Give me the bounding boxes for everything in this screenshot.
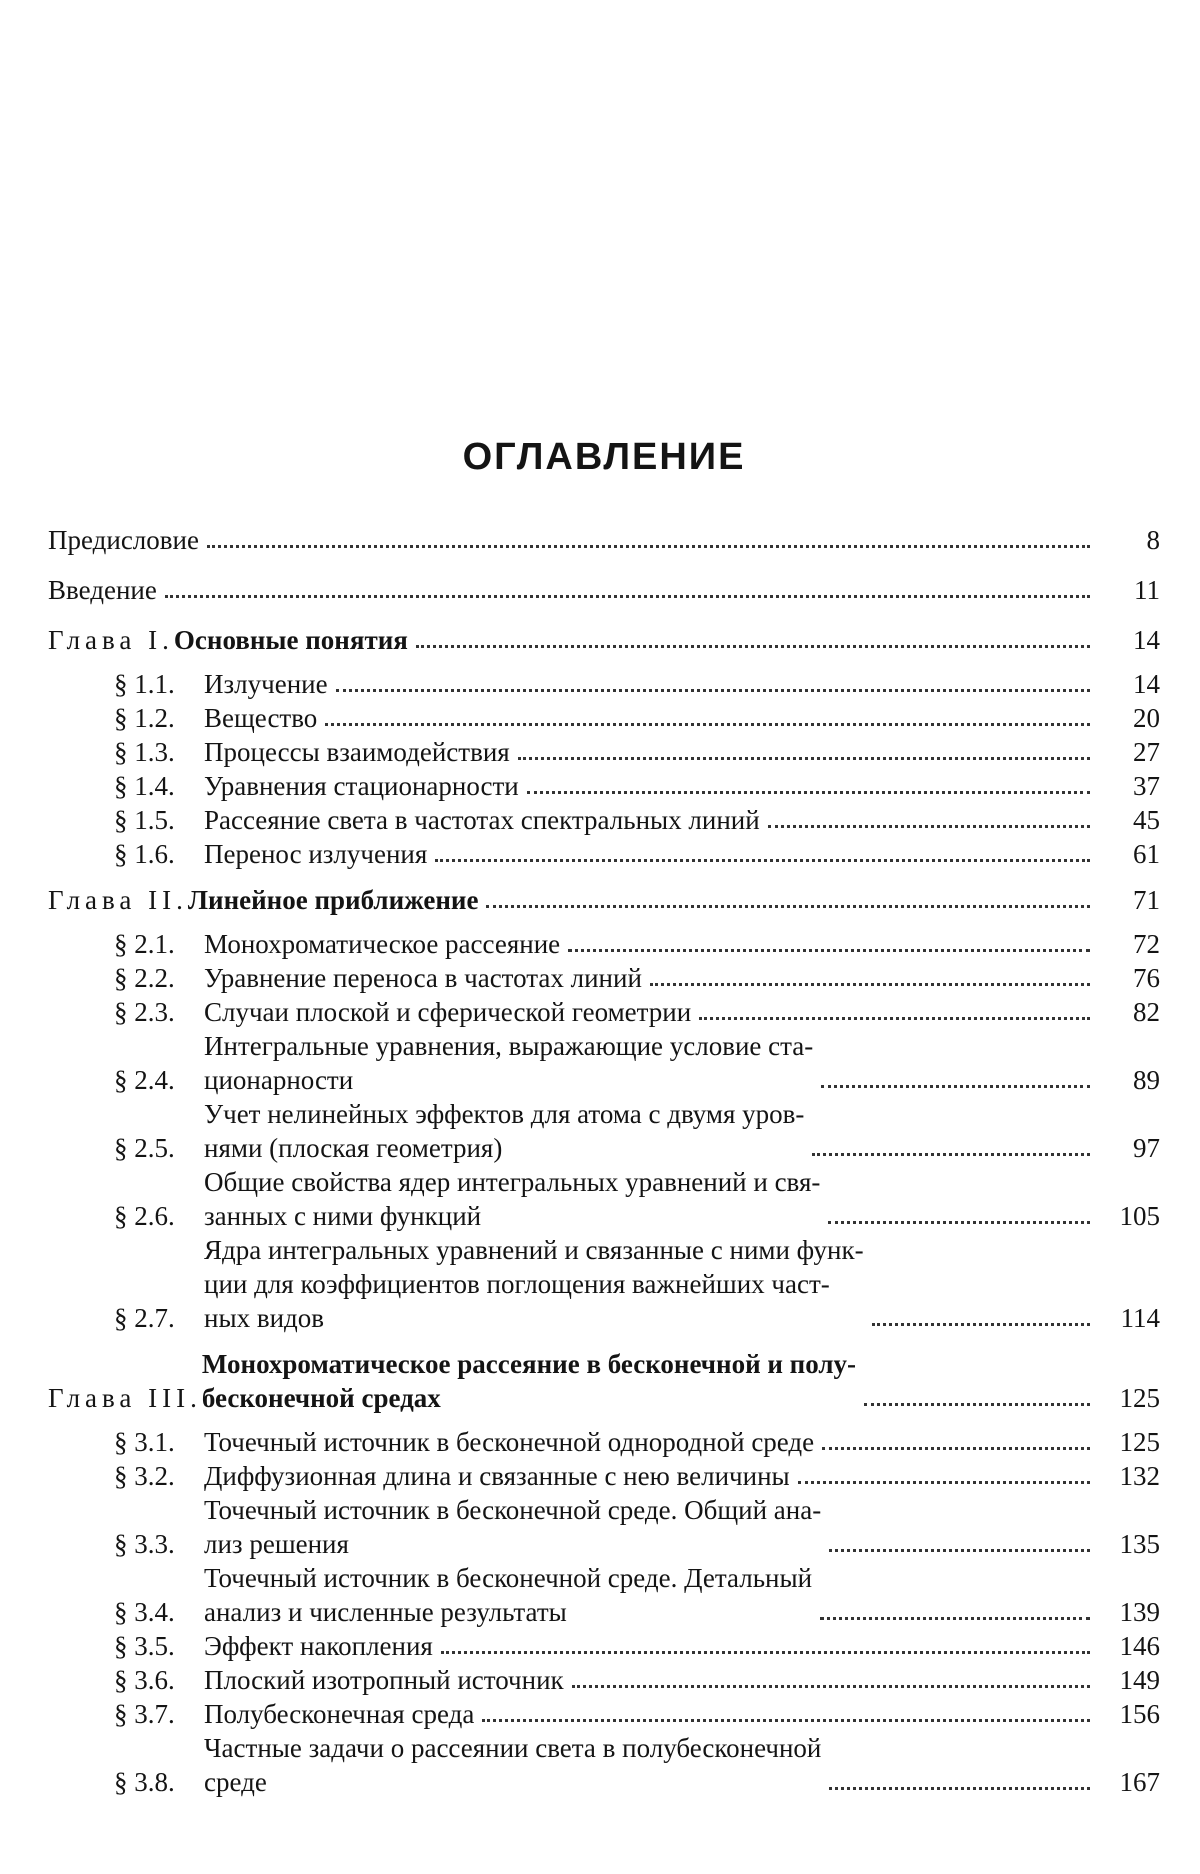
- dot-leader: [336, 689, 1090, 692]
- dot-leader: [812, 1153, 1090, 1156]
- toc-entry: [204, 1425, 1100, 1459]
- toc-chapter-row: [48, 883, 1160, 917]
- toc-entry: [204, 1663, 1100, 1697]
- section-title: Плоский изотропный источник: [204, 1665, 564, 1695]
- chapter-lead: [48, 883, 188, 917]
- toc-section-row: [48, 1731, 1160, 1799]
- toc-page-number: 167: [1119, 1767, 1160, 1797]
- table-of-contents: [48, 523, 1160, 1799]
- dot-leader: [829, 1549, 1090, 1552]
- toc-chapter-row: [48, 623, 1160, 657]
- toc-section-row: [48, 1561, 1160, 1629]
- section-title: Уравнение переноса в частотах линий: [204, 963, 642, 993]
- toc-entry: [204, 1097, 1100, 1165]
- toc-section-row: [48, 701, 1160, 735]
- toc-section-row: [48, 1165, 1160, 1233]
- section-title: Точечный источник в бесконечной среде. Детальный анализ и численные результаты: [204, 1563, 813, 1627]
- dot-leader: [207, 545, 1090, 548]
- toc-section-row: [48, 837, 1160, 871]
- section-title: Монохроматическое рассеяние: [204, 929, 561, 959]
- toc-section-row: [48, 1097, 1160, 1165]
- toc-page-number: 132: [1119, 1461, 1160, 1491]
- chapter-label: Глава II.: [48, 885, 188, 915]
- toc-chapter-entry: [48, 883, 1100, 917]
- toc-entry: [204, 769, 1100, 803]
- chapter-title-wrap: [188, 883, 1100, 917]
- toc-section-row: [48, 927, 1160, 961]
- section-number: § 1.6.: [114, 839, 175, 869]
- section-title: Вещество: [204, 703, 318, 733]
- toc-section-row: [48, 961, 1160, 995]
- section-title: Учет нелинейных эффектов для атома с двумя уров- нями (плоская геометрия): [204, 1099, 805, 1163]
- dot-leader: [325, 723, 1090, 726]
- dot-leader: [435, 859, 1090, 862]
- toc-page-number: 14: [1133, 625, 1160, 655]
- toc-page-number: 8: [1146, 525, 1160, 555]
- dot-leader: [486, 905, 1090, 908]
- dot-leader: [798, 1481, 1090, 1484]
- section-number: § 3.2.: [114, 1461, 175, 1491]
- chapter-label: Глава III.: [48, 1383, 202, 1413]
- section-title: Эффект накопления: [204, 1631, 433, 1661]
- toc-front-row: [48, 523, 1160, 557]
- chapter-label: Глава I.: [48, 625, 174, 655]
- dot-leader: [568, 949, 1090, 952]
- section-title: Излучение: [204, 669, 328, 699]
- toc-page-number: 45: [1133, 805, 1160, 835]
- toc-section-row: [48, 1425, 1160, 1459]
- toc-entry: [204, 995, 1100, 1029]
- toc-page-number: 114: [1120, 1303, 1160, 1333]
- toc-entry: [204, 1731, 1100, 1799]
- section-title: Полубесконечная среда: [204, 1699, 475, 1729]
- dot-leader: [822, 1447, 1090, 1450]
- chapter-title-wrap: [174, 623, 1100, 657]
- toc-page-number: 71: [1133, 885, 1160, 915]
- toc-page-number: 82: [1133, 997, 1160, 1027]
- page-title: ОГЛАВЛЕНИЕ: [462, 436, 746, 478]
- section-number: § 2.3.: [114, 997, 175, 1027]
- toc-entry: [204, 803, 1100, 837]
- toc-entry: [204, 1493, 1100, 1561]
- section-title: Общие свойства ядер интегральных уравнений и свя- занных с ними функций: [204, 1167, 821, 1231]
- dot-leader: [872, 1323, 1090, 1326]
- toc-page-number: 20: [1133, 703, 1160, 733]
- toc-page-number: 27: [1133, 737, 1160, 767]
- dot-leader: [820, 1617, 1090, 1620]
- section-number: § 2.7.: [114, 1303, 175, 1333]
- section-number: § 2.2.: [114, 963, 175, 993]
- section-number: § 1.4.: [114, 771, 175, 801]
- toc-page-number: 105: [1119, 1201, 1160, 1231]
- chapter-title: Основные понятия: [173, 625, 408, 655]
- section-number: § 1.5.: [114, 805, 175, 835]
- dot-leader: [527, 791, 1090, 794]
- toc-page-number: 76: [1133, 963, 1160, 993]
- toc-section-row: [48, 769, 1160, 803]
- toc-section-row: [48, 1029, 1160, 1097]
- section-title: Интегральные уравнения, выражающие условие ста- ционарности: [204, 1031, 814, 1095]
- toc-entry: [204, 1233, 1100, 1335]
- toc-page-number: 37: [1133, 771, 1160, 801]
- toc-section-row: [48, 1459, 1160, 1493]
- dot-leader: [650, 983, 1090, 986]
- toc-front-row: [48, 573, 1160, 607]
- section-number: § 2.6.: [114, 1201, 175, 1231]
- section-title: Частные задачи о рассеянии света в полубесконечной среде: [204, 1733, 822, 1797]
- toc-entry: [204, 927, 1100, 961]
- dot-leader: [165, 595, 1090, 598]
- section-number: § 3.3.: [114, 1529, 175, 1559]
- toc-section-row: [48, 1697, 1160, 1731]
- toc-page-number: 125: [1119, 1427, 1160, 1457]
- section-title: Диффузионная длина и связанные с нею величины: [204, 1461, 790, 1491]
- section-title: Ядра интегральных уравнений и связанные с ними функ- ции для коэффициентов поглощения важнейших част- ных видов: [204, 1235, 864, 1333]
- toc-entry: [204, 1029, 1100, 1097]
- toc-page-number: 149: [1119, 1665, 1160, 1695]
- dot-leader: [828, 1221, 1090, 1224]
- toc-chapter-row: [48, 1347, 1160, 1415]
- toc-page-number: 11: [1134, 575, 1160, 605]
- toc-entry: [204, 1459, 1100, 1493]
- chapter-title: Линейное приближение: [187, 885, 479, 915]
- dot-leader: [441, 1651, 1090, 1654]
- toc-page-number: 97: [1133, 1133, 1160, 1163]
- dot-leader: [768, 825, 1090, 828]
- toc-entry: [204, 1629, 1100, 1663]
- section-title: Процессы взаимодействия: [204, 737, 510, 767]
- toc-page-number: 89: [1133, 1065, 1160, 1095]
- toc-section-row: [48, 1233, 1160, 1335]
- section-number: § 1.1.: [114, 669, 175, 699]
- toc-entry: [204, 1165, 1100, 1233]
- section-title: Перенос излучения: [204, 839, 428, 869]
- section-title: Точечный источник в бесконечной однородной среде: [204, 1427, 815, 1457]
- toc-page-number: 146: [1119, 1631, 1160, 1661]
- toc-section-row: [48, 1493, 1160, 1561]
- toc-entry: [204, 1697, 1100, 1731]
- section-title: Уравнения стационарности: [204, 771, 519, 801]
- section-title: Рассеяние света в частотах спектральных линий: [204, 805, 760, 835]
- toc-page-number: 14: [1133, 669, 1160, 699]
- section-number: § 3.8.: [114, 1767, 175, 1797]
- toc-entry: [204, 701, 1100, 735]
- section-title: Случаи плоской и сферической геометрии: [204, 997, 692, 1027]
- toc-page-number: 139: [1119, 1597, 1160, 1627]
- toc-entry: [204, 667, 1100, 701]
- section-number: § 3.1.: [114, 1427, 175, 1457]
- toc-page-number: 156: [1119, 1699, 1160, 1729]
- section-number: § 2.1.: [114, 929, 175, 959]
- dot-leader: [864, 1403, 1090, 1406]
- chapter-lead: [48, 623, 174, 657]
- toc-entry: [204, 837, 1100, 871]
- toc-page-number: 135: [1119, 1529, 1160, 1559]
- toc-entry: [48, 573, 1100, 607]
- dot-leader: [416, 645, 1090, 648]
- toc-entry-title: Предисловие: [48, 525, 199, 555]
- toc-page-number: 61: [1133, 839, 1160, 869]
- section-number: § 3.7.: [114, 1699, 175, 1729]
- toc-entry: [204, 961, 1100, 995]
- section-number: § 1.3.: [114, 737, 175, 767]
- dot-leader: [518, 757, 1090, 760]
- dot-leader: [482, 1719, 1090, 1722]
- toc-section-row: [48, 1663, 1160, 1697]
- toc-entry-title: Введение: [48, 575, 157, 605]
- section-title: Точечный источник в бесконечной среде. Общий ана- лиз решения: [204, 1495, 822, 1559]
- toc-entry: [204, 735, 1100, 769]
- toc-page-number: 125: [1119, 1383, 1160, 1413]
- toc-section-row: [48, 1629, 1160, 1663]
- toc-entry: [48, 523, 1100, 557]
- chapter-title-wrap: [202, 1347, 1100, 1415]
- dot-leader: [829, 1787, 1090, 1790]
- dot-leader: [821, 1085, 1090, 1088]
- section-number: § 3.4.: [114, 1597, 175, 1627]
- section-number: § 3.5.: [114, 1631, 175, 1661]
- toc-chapter-entry: [48, 623, 1100, 657]
- chapter-title: Монохроматическое рассеяние в бесконечной и полу- бесконечной средах: [201, 1349, 857, 1413]
- chapter-lead: [48, 1381, 202, 1415]
- section-number: § 1.2.: [114, 703, 175, 733]
- toc-page: [48, 0, 1160, 1874]
- dot-leader: [572, 1685, 1090, 1688]
- section-number: § 2.4.: [114, 1065, 175, 1095]
- toc-section-row: [48, 667, 1160, 701]
- toc-page-number: 72: [1133, 929, 1160, 959]
- toc-chapter-entry: [48, 1347, 1100, 1415]
- toc-section-row: [48, 803, 1160, 837]
- toc-section-row: [48, 735, 1160, 769]
- section-number: § 2.5.: [114, 1133, 175, 1163]
- dot-leader: [699, 1017, 1090, 1020]
- toc-section-row: [48, 995, 1160, 1029]
- toc-entry: [204, 1561, 1100, 1629]
- section-number: § 3.6.: [114, 1665, 175, 1695]
